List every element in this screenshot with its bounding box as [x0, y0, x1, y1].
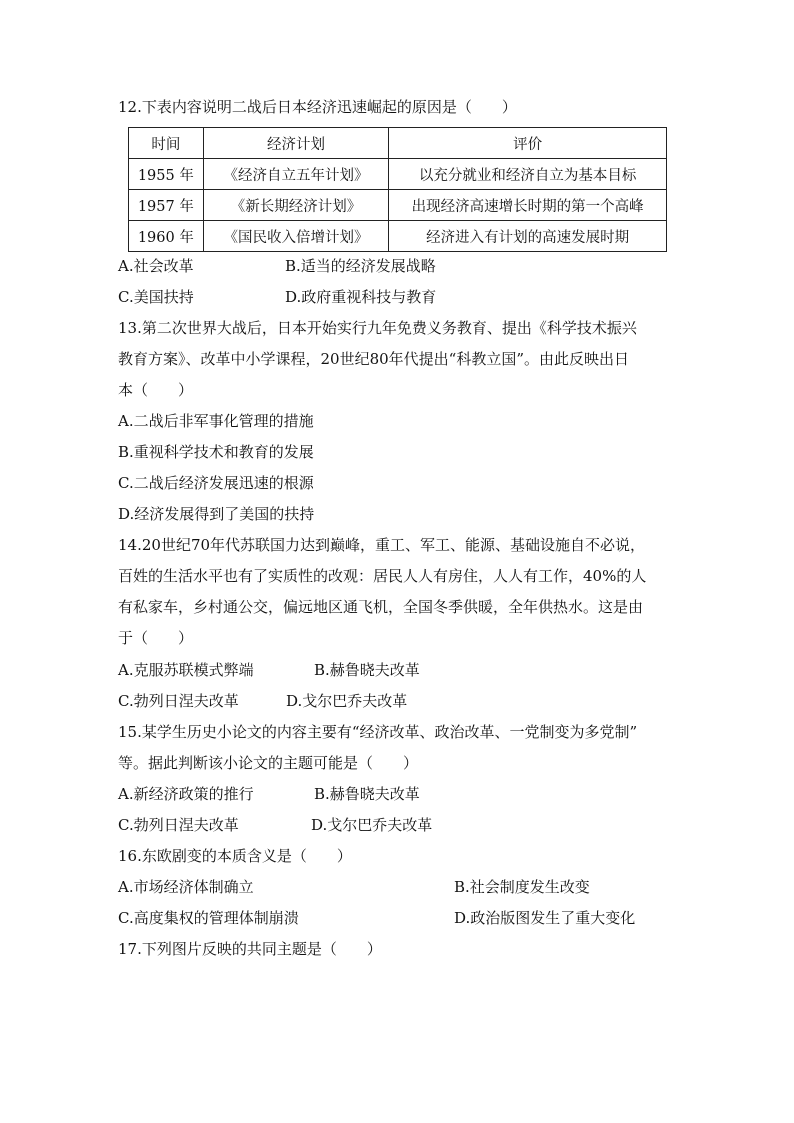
table-cell: 《经济自立五年计划》 — [203, 159, 389, 190]
q16-option-c: C.高度集权的管理体制崩溃 — [118, 909, 299, 927]
q13-option-d: D.经济发展得到了美国的扶持 — [118, 505, 315, 523]
q13-stem-line-2: 教育方案》、改革中小学课程，20世纪80年代提出“科教立国”。由此反映出日 — [118, 350, 630, 368]
q17-stem: 17.下列图片反映的共同主题是（ ） — [118, 940, 382, 958]
table-cell: 1960 年 — [129, 221, 204, 252]
q15-stem-line-1: 15.某学生历史小论文的内容主要有“经济改革、政治改革、一党制变为多党制” — [118, 723, 638, 741]
q15-option-a: A.新经济政策的推行 — [118, 785, 254, 803]
q14-option-d: D.戈尔巴乔夫改革 — [286, 692, 408, 710]
q12-option-b: B.适当的经济发展战略 — [285, 257, 436, 275]
q15-option-c: C.勃列日涅夫改革 — [118, 816, 239, 834]
table-row — [129, 190, 667, 221]
table-cell: 1957 年 — [129, 190, 204, 221]
q14-option-b: B.赫鲁晓夫改革 — [314, 661, 420, 679]
economic-plan-table — [128, 127, 667, 252]
q14-stem-line-2: 百姓的生活水平也有了实质性的改观：居民人人有房住，人人有工作，40%的人 — [118, 567, 647, 585]
q14-option-c: C.勃列日涅夫改革 — [118, 692, 239, 710]
q13-stem-line-1: 13.第二次世界大战后，日本开始实行九年免费义务教育、提出《科学技术振兴 — [118, 319, 637, 337]
q15-option-d: D.戈尔巴乔夫改革 — [311, 816, 433, 834]
q16-stem: 16.东欧剧变的本质含义是（ ） — [118, 847, 352, 865]
table-header-plan: 经济计划 — [203, 128, 389, 159]
table-cell: 经济进入有计划的高速发展时期 — [389, 221, 667, 252]
table-cell: 出现经济高速增长时期的第一个高峰 — [389, 190, 667, 221]
q13-option-a: A.二战后非军事化管理的措施 — [118, 412, 314, 430]
q12-option-c: C.美国扶持 — [118, 288, 194, 306]
q13-stem-line-3: 本（ ） — [118, 381, 194, 399]
q14-stem-line-4: 于（ ） — [118, 629, 194, 647]
table-header-time: 时间 — [129, 128, 204, 159]
q14-stem-line-3: 有私家车，乡村通公交，偏远地区通飞机，全国冬季供暖，全年供热水。这是由 — [118, 598, 644, 616]
table-cell: 以充分就业和经济自立为基本目标 — [389, 159, 667, 190]
q12-option-d: D.政府重视科技与教育 — [285, 288, 437, 306]
table-cell: 《国民收入倍增计划》 — [203, 221, 389, 252]
q16-option-a: A.市场经济体制确立 — [118, 878, 254, 896]
q14-stem-line-1: 14.20世纪70年代苏联国力达到巅峰，重工、军工、能源、基础设施自不必说， — [118, 536, 646, 554]
table-header-row — [129, 128, 667, 159]
table-row — [129, 159, 667, 190]
q16-option-d: D.政治版图发生了重大变化 — [454, 909, 636, 927]
q13-option-c: C.二战后经济发展迅速的根源 — [118, 474, 314, 492]
table-row — [129, 221, 667, 252]
q15-option-b: B.赫鲁晓夫改革 — [314, 785, 420, 803]
table-header-evaluation: 评价 — [389, 128, 667, 159]
table-cell: 1955 年 — [129, 159, 204, 190]
q12-option-a: A.社会改革 — [118, 257, 194, 275]
q13-option-b: B.重视科学技术和教育的发展 — [118, 443, 314, 461]
q12-stem: 12.下表内容说明二战后日本经济迅速崛起的原因是（ ） — [118, 98, 517, 116]
q16-option-b: B.社会制度发生改变 — [454, 878, 590, 896]
q15-stem-line-2: 等。据此判断该小论文的主题可能是（ ） — [118, 754, 419, 772]
q14-option-a: A.克服苏联模式弊端 — [118, 661, 254, 679]
table-cell: 《新长期经济计划》 — [203, 190, 389, 221]
